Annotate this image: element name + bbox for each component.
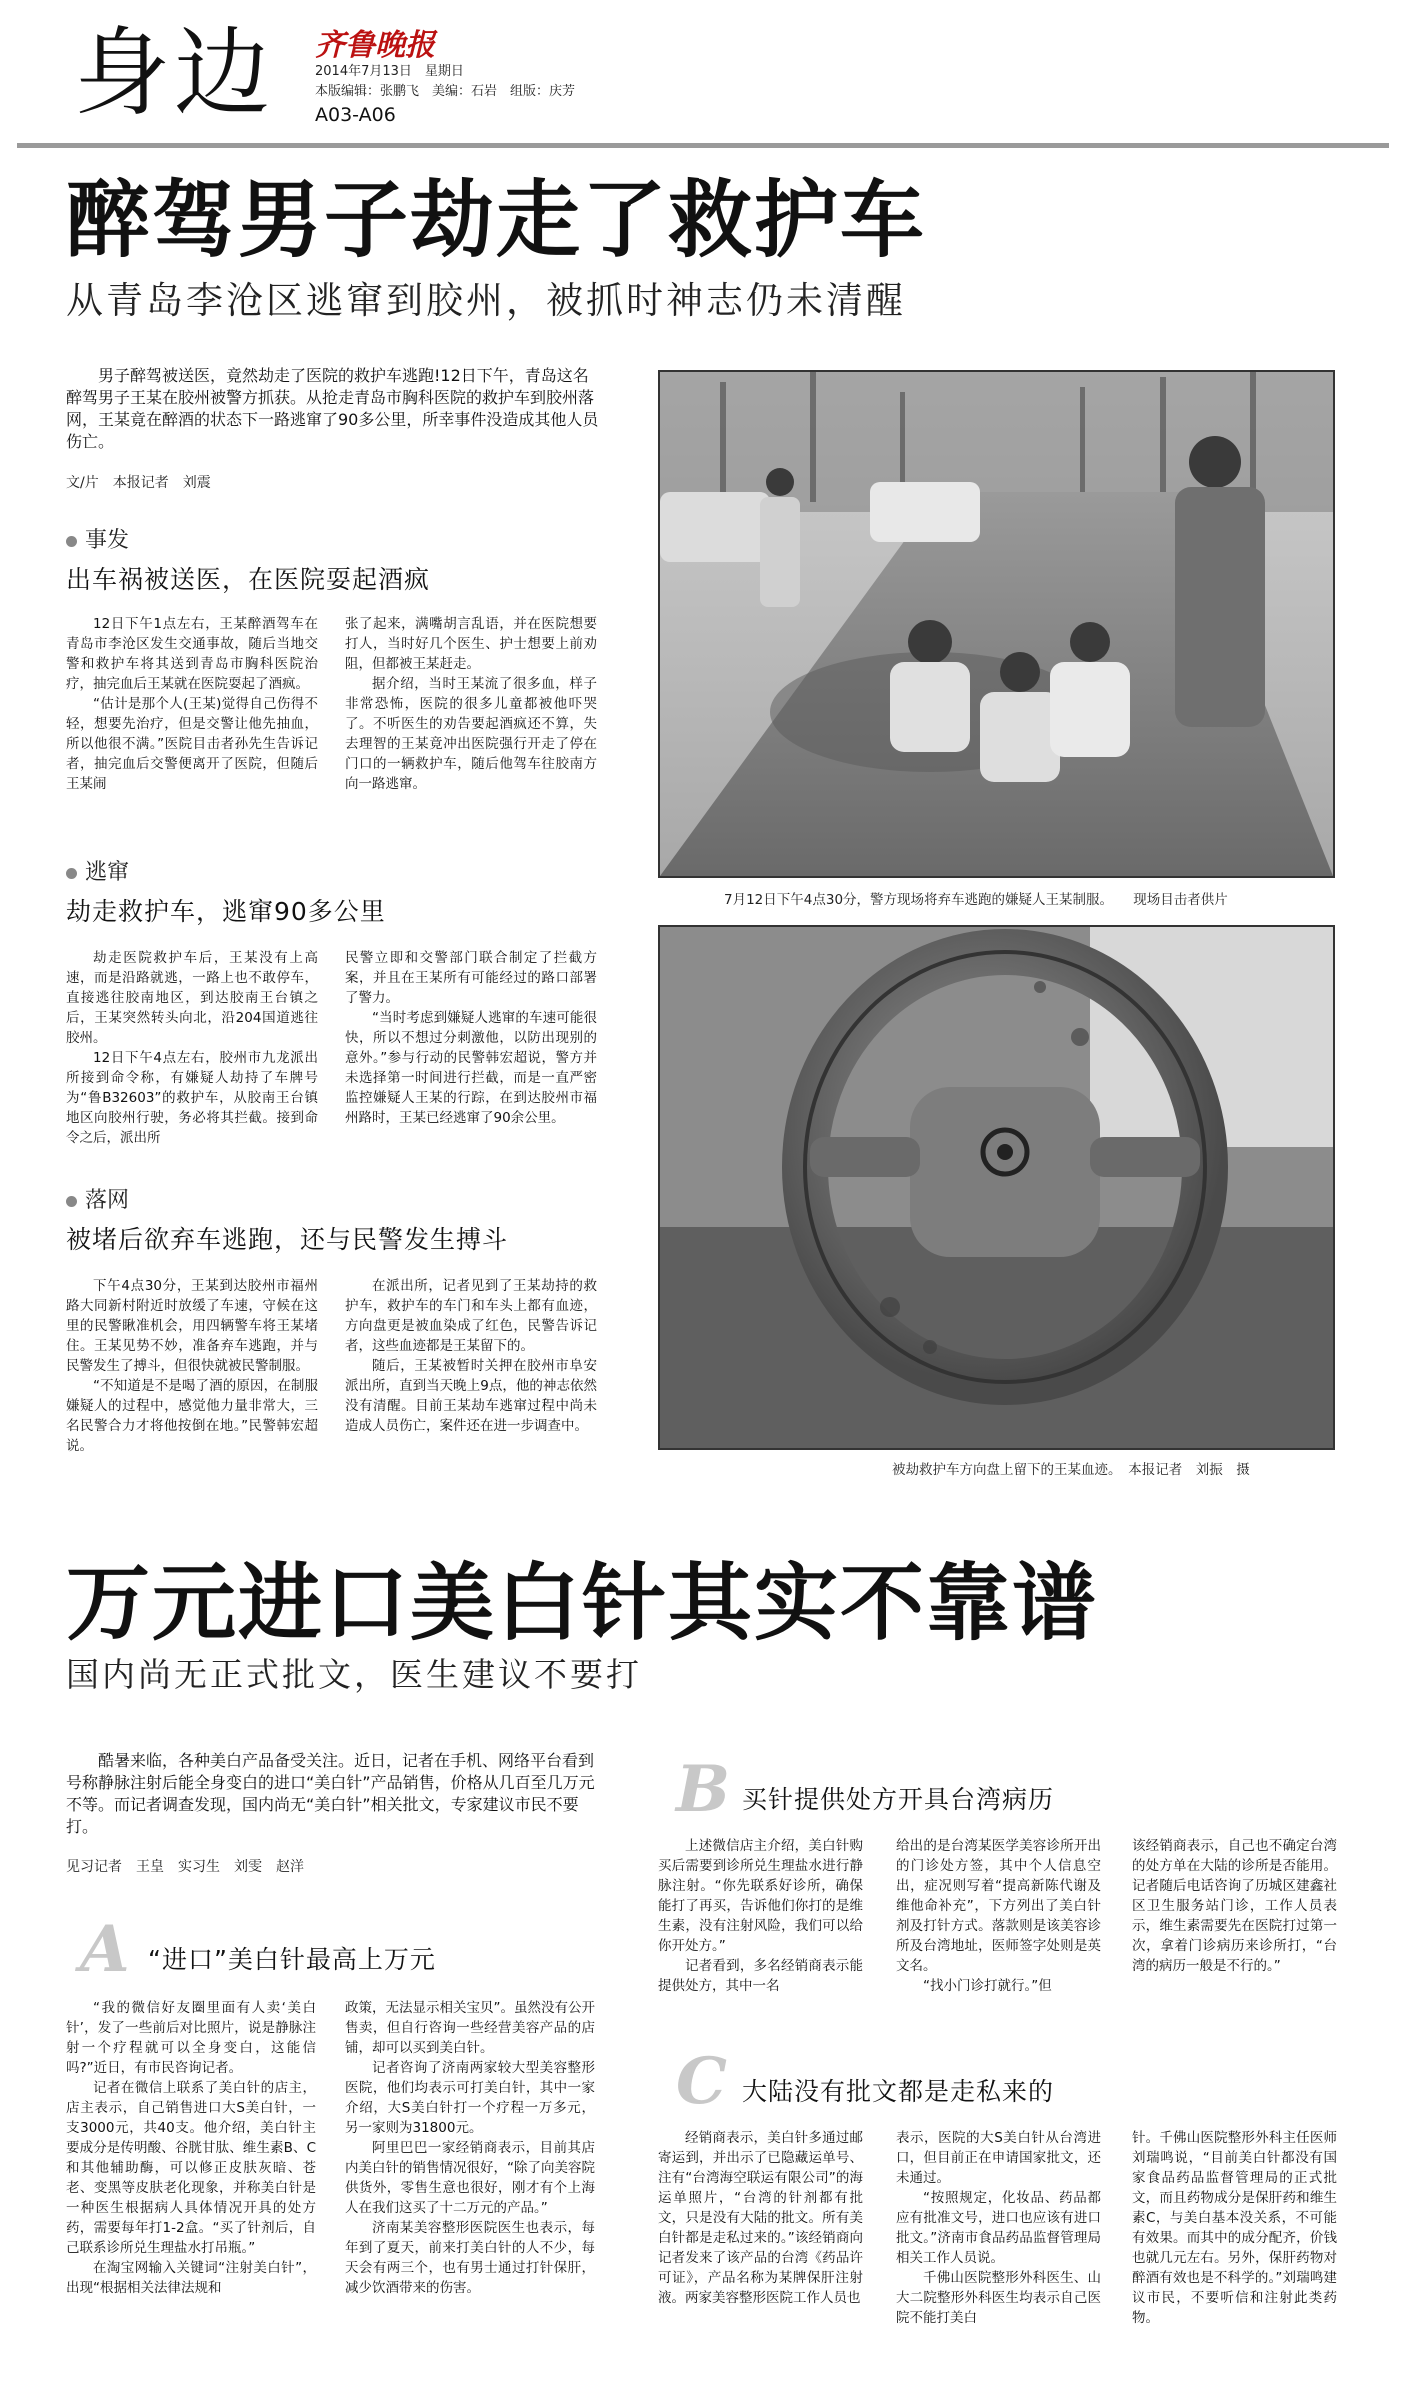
part-a-col2: 政策，无法显示相关宝贝”。虽然没有公开售卖，但自行咨询一些经营美容产品的店铺，却可以买到美白针。 记者咨询了济南两家较大型美容整形医院，他们均表示可打美白针，其中一家介绍，大S美白针打一个疗程一万多元，另一家则为31800元。 阿里巴巴一家经销商表示，目前其店内美白针的销售情况很好，“除了向美容院供货外，零售生意也很好，刚才有个上海人在我们这买了十二万元的产品。” 济南某美容整形医院医生也表示，每年到了夏天，前来打美白针的人不少，每天会有两三个，也有男士通过打针保肝，减少饮酒带来的伤害。 bbox=[345, 2000, 595, 2296]
photo1-caption: 7月12日下午4点30分，警方现场将弃车逃跑的嫌疑人王某制服。 现场目击者供片 bbox=[724, 892, 1228, 908]
section-tag-escape: 逃窜 bbox=[66, 855, 129, 886]
bullet-icon bbox=[66, 536, 77, 547]
part-b-head: 买针提供处方开具台湾病历 bbox=[742, 1785, 1055, 1814]
part-a-letter: A bbox=[80, 1912, 130, 1987]
section-title: 身边 bbox=[74, 17, 274, 129]
newspaper-logo: 齐鲁晚报 bbox=[315, 28, 435, 63]
date-line: 2014年7月13日 星期日 bbox=[315, 64, 464, 79]
part-c-col2: 表示，医院的大S美白针从台湾进口，但目前正在申请国家批文，还未通过。 “按照规定，化妆品、药品都应有批准文号，进口也应该有进口批文。”济南市食品药品监督管理局相关工作人员说。 千佛山医院整形外科医生、山大二院整形外科医生均表示自己医院不能打美白 bbox=[896, 2130, 1101, 2326]
bullet-icon bbox=[66, 1196, 77, 1207]
part-a-head: “进口”美白针最高上万元 bbox=[148, 1945, 436, 1974]
section1-col1: 12日下午1点左右，王某醉酒驾车在青岛市李沧区发生交通事故，随后当地交警和救护车将其送到青岛市胸科医院治疗，抽完血后王某就在医院耍起了酒疯。 “估计是那个人(王某)觉得自己伤得不轻，想要先治疗，但是交警让他先抽血，所以他很不满。”医院目击者孙先生告诉记者，抽完血后交警便离开了医院，但随后王某闹 bbox=[66, 616, 318, 792]
bullet-icon bbox=[66, 868, 77, 879]
part-b-letter: B bbox=[676, 1752, 731, 1827]
section2-col1: 劫走医院救护车后，王某没有上高速，而是沿路就逃，一路上也不敢停车，直接逃往胶南地区，到达胶南王台镇之后，王某突然转头向北，沿204国道逃往胶州。 12日下午4点左右，胶州市九龙派出所接到命令称，有嫌疑人劫持了车牌号为“鲁B32603”的救护车，从胶南王台镇地区向胶州行驶，务必将其拦截。接到命令之后，派出所 bbox=[66, 950, 318, 1146]
staff-line: 本版编辑：张鹏飞 美编：石岩 组版：庆芳 bbox=[315, 84, 576, 99]
section-tag-arrest: 落网 bbox=[66, 1183, 129, 1214]
section-head-arrest: 被堵后欲弃车逃跑，还与民警发生搏斗 bbox=[66, 1225, 509, 1254]
part-c-head: 大陆没有批文都是走私来的 bbox=[742, 2077, 1055, 2106]
part-c-col3: 针。千佛山医院整形外科主任医师刘瑞鸣说，“目前美白针都没有国家食品药品监督管理局的正式批文，而且药物成分是保肝药和维生素C，与美白基本没关系，不可能有效果。而其中的成分配齐，价钱也就几元左右。另外，保肝药物对醉酒有效也是不科学的。”刘瑞鸣建议市民，不要听信和注射此类药物。 bbox=[1132, 2130, 1337, 2326]
section3-col1: 下午4点30分，王某到达胶州市福州路大同新村附近时放缓了车速，守候在这里的民警瞅准机会，用四辆警车将王某堵住。王某见势不妙，准备弃车逃跑，并与民警发生了搏斗，但很快就被民警制服。 “不知道是不是喝了酒的原因，在制服嫌疑人的过程中，感觉他力量非常大，三名民警合力才将他按倒在地。”民警韩宏超说。 bbox=[66, 1278, 318, 1454]
section3-col2: 在派出所，记者见到了王某劫持的救护车，救护车的车门和车头上都有血迹，方向盘更是被血染成了红色，民警告诉记者，这些血迹都是王某留下的。 随后，王某被暂时关押在胶州市阜安派出所，直到当天晚上9点，他的神志依然没有清醒。目前王某劫车逃窜过程中尚未造成人员伤亡，案件还在进一步调查中。 bbox=[345, 1278, 597, 1434]
story1-headline: 醉驾男子劫走了救护车 bbox=[66, 171, 927, 269]
photo-steering-image bbox=[660, 927, 1333, 1448]
section2-col2: 民警立即和交警部门联合制定了拦截方案，并且在王某所有可能经过的路口部署了警力。 “当时考虑到嫌疑人逃窜的车速可能很快，所以不想过分刺激他，以防出现别的意外。”参与行动的民警韩宏超说，警方并未选择第一时间进行拦截，而是一直严密监控嫌疑人王某的行踪，在到达胶州市福州路时，王某已经逃窜了90余公里。 bbox=[345, 950, 597, 1126]
story1-subhead: 从青岛李沧区逃窜到胶州，被抓时神志仍未清醒 bbox=[66, 279, 906, 322]
story1-byline: 文/片 本报记者 刘震 bbox=[66, 475, 211, 491]
photo2-caption: 被劫救护车方向盘上留下的王某血迹。 本报记者 刘振 摄 bbox=[892, 1462, 1250, 1478]
story2-headline: 万元进口美白针其实不靠谱 bbox=[66, 1554, 1099, 1652]
section-head-escape: 劫走救护车，逃窜90多公里 bbox=[66, 897, 386, 926]
part-c-col1: 经销商表示，美白针多通过邮寄运到，并出示了已隐藏运单号、注有“台湾海空联运有限公司”的海运单照片，“台湾的针剂都有批文，只是没有大陆的批文。所有美白针都是走私过来的。”该经销商向记者发来了该产品的台湾《药品许可证》，产品名称为某牌保肝注射液。两家美容整形医院工作人员也 bbox=[658, 2130, 863, 2306]
page-range: A03-A06 bbox=[315, 104, 396, 126]
part-a-col1: “我的微信好友圈里面有人卖‘美白针’，发了一些前后对比照片，说是静脉注射一个疗程就可以全身变白，这能信吗?”近日，有市民咨询记者。 记者在微信上联系了美白针的店主，店主表示，自己销售进口大S美白针，一支3000元，共40支。他介绍，美白针主要成分是传明酸、谷胱甘肽、维生素B、C和其他辅助酶，可以修正皮肤灰暗、苍老、变黑等皮肤老化现象，并称美白针是一种医生根据病人具体情况开具的处方药，需要每年打1-2盒。“买了针剂后，自己联系诊所兑生理盐水打吊瓶。” 在淘宝网输入关键词“注射美白针”，出现“根据相关法律法规和 bbox=[66, 2000, 316, 2296]
masthead-rule bbox=[17, 143, 1389, 148]
story2-subhead: 国内尚无正式批文，医生建议不要打 bbox=[66, 1655, 642, 1694]
masthead-meta bbox=[315, 62, 575, 102]
story2-lead: 酷暑来临，各种美白产品备受关注。近日，记者在手机、网络平台看到号称静脉注射后能全身变白的进口“美白针”产品销售，价格从几百至几万元不等。而记者调查发现，国内尚无“美白针”相关批文，专家建议市民不要打。 bbox=[66, 1751, 595, 1836]
part-c-letter: C bbox=[676, 2044, 727, 2119]
photo-arrest-image bbox=[660, 372, 1333, 876]
photo-steering-wheel bbox=[658, 925, 1335, 1450]
section-tag-incident: 事发 bbox=[66, 523, 129, 554]
part-b-col1: 上述微信店主介绍，美白针购买后需要到诊所兑生理盐水进行静脉注射。“你先联系好诊所，确保能打了再买，告诉他们你打的是维生素，没有注射风险，我们可以给你开处方。” 记者看到，多名经销商表示能提供处方，其中一名 bbox=[658, 1838, 863, 1994]
story2-byline: 见习记者 王皇 实习生 刘雯 赵洋 bbox=[66, 1859, 304, 1875]
photo-arrest-scene bbox=[658, 370, 1335, 878]
story1-lead: 男子醉驾被送医，竟然劫走了医院的救护车逃跑!12日下午，青岛这名醉驾男子王某在胶州被警方抓获。从抢走青岛市胸科医院的救护车到胶州落网，王某竟在醉酒的状态下一路逃窜了90多公里，所幸事件没造成其他人员伤亡。 bbox=[66, 366, 599, 451]
part-b-col3: 该经销商表示，自己也不确定台湾的处方单在大陆的诊所是否能用。记者随后电话咨询了历城区建鑫社区卫生服务站门诊，工作人员表示，维生素需要先在医院打过第一次，拿着门诊病历来诊所打，“台湾的病历一般是不行的。” bbox=[1132, 1838, 1337, 1974]
section1-col2: 张了起来，满嘴胡言乱语，并在医院想要打人，当时好几个医生、护士想要上前劝阻，但都被王某赶走。 据介绍，当时王某流了很多血，样子非常恐怖，医院的很多儿童都被他吓哭了。不听医生的劝告要起酒疯还不算，失去理智的王某竟冲出医院强行开走了停在门口的一辆救护车，随后他驾车往胶南方向一路逃窜。 bbox=[345, 616, 597, 792]
part-b-col2: 给出的是台湾某医学美容诊所开出的门诊处方签，其中个人信息空出，症况则写着“提高新陈代谢及维他命补充”，下方列出了美白针剂及打针方式。落款则是该美容诊所及台湾地址，医师签字处则是英文名。 “找小门诊打就行。”但 bbox=[896, 1838, 1101, 1994]
section-head-incident: 出车祸被送医，在医院耍起酒疯 bbox=[66, 565, 431, 594]
